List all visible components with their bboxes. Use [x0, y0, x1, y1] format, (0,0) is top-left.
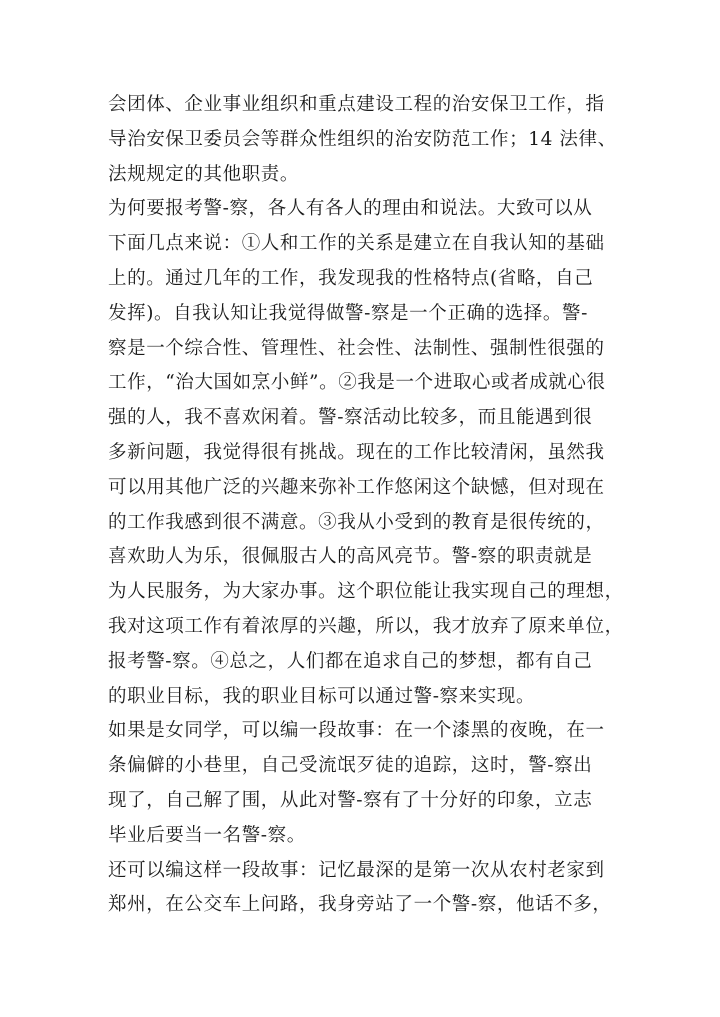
text-line: 强的人，我不喜欢闲着。警-察活动比较多，而且能遇到很: [108, 407, 593, 429]
text-line: 还可以编这样一段故事：记忆最深的是第一次从农村老家到: [108, 859, 605, 881]
text-line: 下面几点来说：①人和工作的关系是建立在自我认知的基础: [108, 233, 605, 255]
text-line: 喜欢助人为乐，很佩服古人的高风亮节。警-察的职责就是: [108, 546, 593, 568]
text-line: 导治安保卫委员会等群众性组织的治安防范工作；14 法律、: [108, 128, 617, 150]
text-line: 的职业目标，我的职业目标可以通过警-察来实现。: [108, 685, 536, 707]
text-line: 毕业后要当一名警-察。: [108, 824, 306, 846]
text-line: 多新问题，我觉得很有挑战。现在的工作比较清闲，虽然我: [108, 441, 605, 463]
text-line: 为何要报考警-察，各人有各人的理由和说法。大致可以从: [108, 198, 593, 220]
text-line: 可以用其他广泛的兴趣来弥补工作悠闲这个缺憾，但对现在: [108, 476, 605, 498]
text-line: 报考警-察。④总之，人们都在追求自己的梦想，都有自己: [108, 650, 593, 672]
text-line: 我对这项工作有着浓厚的兴趣，所以，我才放弃了原来单位，: [108, 615, 624, 637]
text-line: 工作，“治大国如烹小鲜”。②我是一个进取心或者成就心很: [108, 372, 606, 394]
text-line: 现了，自己解了围，从此对警-察有了十分好的印象，立志: [108, 789, 593, 811]
text-line: 会团体、企业事业组织和重点建设工程的治安保卫工作，指: [108, 94, 605, 115]
text-line: 上的。通过几年的工作，我发现我的性格特点(省略，自己: [108, 267, 594, 289]
text-line: 为人民服务，为大家办事。这个职位能让我实现自己的理想，: [108, 581, 624, 603]
text-line: 法规规定的其他职责。: [108, 163, 300, 185]
text-line: 察是一个综合性、管理性、社会性、法制性、强制性很强的: [108, 337, 605, 359]
text-line: 条偏僻的小巷里，自己受流氓歹徒的追踪，这时，警-察出: [108, 755, 593, 777]
text-line: 的工作我感到很不满意。③我从小受到的教育是很传统的，: [108, 511, 605, 533]
text-line: 发挥)。自我认知让我觉得做警-察是一个正确的选择。警-: [108, 302, 588, 324]
text-line: 如果是女同学，可以编一段故事：在一个漆黑的夜晚，在一: [108, 720, 605, 742]
text-line: 郑州，在公交车上问路，我身旁站了一个警-察，他话不多，: [108, 894, 612, 916]
document-body: [108, 88, 628, 923]
